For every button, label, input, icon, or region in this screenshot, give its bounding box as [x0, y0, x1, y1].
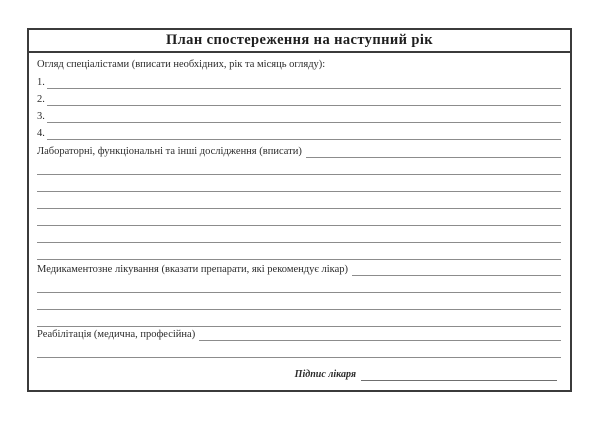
line-number: 4.	[37, 128, 45, 139]
form-content	[29, 58, 570, 381]
blank-line	[37, 226, 561, 243]
line-number: 1.	[37, 77, 45, 88]
writing-line	[37, 292, 561, 293]
signature-line	[361, 380, 557, 381]
specialist-line-4	[37, 123, 561, 140]
blank-line	[37, 293, 561, 310]
blank-line	[37, 209, 561, 226]
lab-blank-lines	[37, 158, 561, 260]
lab-section-row	[37, 140, 561, 158]
writing-line	[37, 357, 561, 358]
form-title: План спостереження на наступний рік	[165, 32, 434, 48]
writing-line	[306, 157, 561, 158]
specialist-line-2	[37, 89, 561, 106]
writing-line	[37, 309, 561, 310]
lab-section-label: Лабораторні, функціональні та інші дослідження (вписати)	[37, 146, 302, 157]
writing-line	[37, 326, 561, 327]
rehab-section-label: Реабілітація (медична, професійна)	[37, 329, 196, 340]
signature-row	[37, 358, 557, 381]
form-title-band	[29, 30, 570, 53]
writing-line	[37, 242, 561, 243]
blank-line	[37, 158, 561, 175]
writing-line	[37, 208, 561, 209]
writing-line	[47, 122, 561, 123]
specialist-line-1	[37, 72, 561, 89]
writing-line	[199, 340, 561, 341]
rehab-blank-lines	[37, 341, 561, 358]
writing-line	[37, 225, 561, 226]
blank-line	[37, 243, 561, 260]
line-number: 3.	[37, 111, 45, 122]
form-page	[27, 28, 572, 392]
writing-line	[37, 191, 561, 192]
writing-line	[37, 259, 561, 260]
writing-line	[47, 105, 561, 106]
blank-line	[37, 276, 561, 293]
blank-line	[37, 192, 561, 209]
medication-blank-lines	[37, 276, 561, 327]
writing-line	[37, 174, 561, 175]
writing-line	[47, 88, 561, 89]
specialists-section-label: Огляд спеціалістами (вписати необхідних, рік та місяць огляду):	[37, 59, 326, 70]
medication-section-label: Медикаментозне лікування (вказати препарати, які рекомендує лікар)	[37, 264, 348, 275]
rehab-section-row	[37, 327, 561, 341]
line-number: 2.	[37, 94, 45, 105]
signature-label: Підпис лікаря	[294, 369, 356, 380]
medication-section-row	[37, 260, 561, 276]
blank-line	[37, 341, 561, 358]
writing-line	[352, 275, 561, 276]
specialist-line-3	[37, 106, 561, 123]
blank-line	[37, 310, 561, 327]
writing-line	[47, 139, 561, 140]
blank-line	[37, 175, 561, 192]
